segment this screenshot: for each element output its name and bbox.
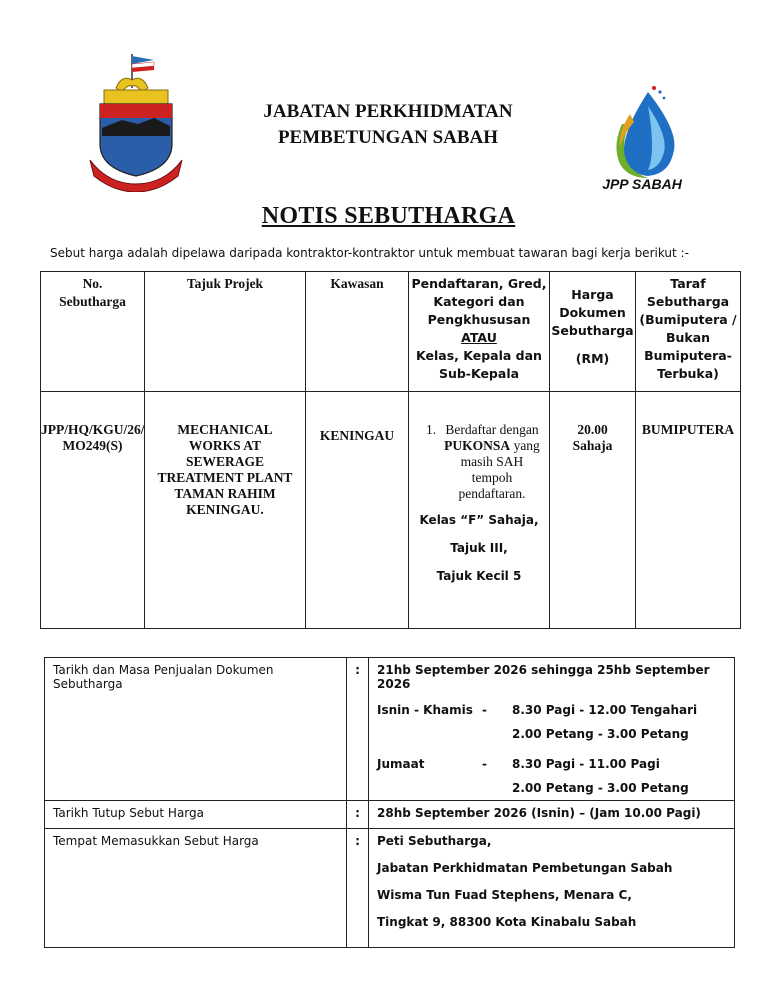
info-row-tempat bbox=[45, 829, 735, 948]
sale-info-table bbox=[44, 657, 735, 948]
cell-line: WORKS AT bbox=[188, 438, 262, 453]
label-tempat: Tempat Memasukkan Sebut Harga bbox=[45, 829, 347, 948]
header-harga-line: Harga bbox=[571, 287, 614, 302]
header-pendaftaran-line: Pendaftaran, Gred, bbox=[411, 276, 547, 291]
table-row bbox=[41, 392, 741, 629]
requirement-text-part: yang bbox=[510, 438, 540, 453]
schedule-dash bbox=[482, 781, 512, 795]
header-taraf-line: Bumiputera- bbox=[644, 348, 732, 363]
info-row-penjualan bbox=[45, 658, 735, 801]
sale-dates: 21hb September 2026 sehingga 25hb September 2026 bbox=[377, 663, 710, 691]
header-harga-line: Dokumen bbox=[559, 305, 626, 320]
requirement-item bbox=[409, 422, 549, 502]
header-no-line: Sebutharga bbox=[59, 294, 126, 309]
schedule-day: Jumaat bbox=[377, 757, 425, 771]
header-text-underlined: ATAU bbox=[461, 330, 497, 345]
notice-title: NOTIS SEBUTHARGA bbox=[261, 203, 516, 229]
header-pendaftaran bbox=[409, 272, 550, 392]
header-pendaftaran-line: Sub-Kepala bbox=[438, 366, 520, 381]
header-kawasan: Kawasan bbox=[306, 272, 409, 392]
sabah-crest-logo bbox=[88, 52, 184, 192]
header-pendaftaran-line: Kelas, Kepala dan bbox=[416, 348, 542, 363]
header-no-sebutharga bbox=[41, 272, 145, 392]
agency-line-2: PEMBETUNGAN SABAH bbox=[277, 127, 499, 148]
address-line: Jabatan Perkhidmatan Pembetungan Sabah bbox=[377, 861, 673, 875]
kelas-line: Kelas “F” Sahaja, bbox=[419, 513, 539, 527]
tajuk-line: Tajuk III, bbox=[450, 541, 508, 555]
cell-taraf: BUMIPUTERA bbox=[636, 392, 741, 629]
requirement-line bbox=[441, 438, 543, 454]
jpp-sabah-label: JPP SABAH bbox=[602, 176, 682, 192]
header-taraf-line: Bukan bbox=[665, 330, 711, 345]
value-tutup: 28hb September 2026 (Isnin) – (Jam 10.00 Pagi) bbox=[369, 801, 735, 829]
schedule-time: 8.30 Pagi - 12.00 Tengahari bbox=[512, 703, 698, 717]
header-no-line: No. bbox=[82, 276, 103, 291]
schedule-dash: - bbox=[482, 757, 487, 771]
address-line: Wisma Tun Fuad Stephens, Menara C, bbox=[377, 888, 632, 902]
header-taraf-line: Terbuka) bbox=[657, 366, 719, 381]
requirement-line: Berdaftar dengan bbox=[445, 422, 539, 437]
schedule-dash bbox=[482, 727, 512, 741]
value-penjualan bbox=[369, 658, 735, 801]
header-pendaftaran-line: Kategori dan bbox=[433, 294, 525, 309]
cell-line: JPP/HQ/KGU/26/ bbox=[41, 422, 145, 437]
colon: : bbox=[347, 829, 369, 948]
agency-line-1: JABATAN PERKHIDMATAN bbox=[263, 101, 513, 122]
schedule-time: 2.00 Petang - 3.00 Petang bbox=[512, 781, 689, 795]
harga-note: Sahaja bbox=[572, 438, 613, 453]
address-line: Tingkat 9, 88300 Kota Kinabalu Sabah bbox=[377, 915, 637, 929]
cell-line: KENINGAU. bbox=[186, 502, 264, 517]
schedule-time: 2.00 Petang - 3.00 Petang bbox=[512, 727, 689, 741]
header-tajuk-projek: Tajuk Projek bbox=[145, 272, 306, 392]
label-tutup: Tarikh Tutup Sebut Harga bbox=[45, 801, 347, 829]
info-row-tutup bbox=[45, 801, 735, 829]
header-taraf-line: Taraf bbox=[670, 276, 706, 291]
requirement-line: pendaftaran. bbox=[458, 486, 526, 501]
schedule-day: Isnin - Khamis bbox=[377, 703, 473, 717]
header-taraf-line: Sebutharga bbox=[646, 294, 730, 309]
table-header-row bbox=[41, 272, 741, 392]
requirement-line: masih SAH bbox=[460, 454, 524, 469]
sale-schedule bbox=[377, 703, 726, 795]
label-penjualan: Tarikh dan Masa Penjualan Dokumen Sebutharga bbox=[45, 658, 347, 801]
cell-line: MECHANICAL bbox=[177, 422, 273, 437]
schedule-day bbox=[377, 781, 482, 795]
cell-kawasan: KENINGAU bbox=[306, 392, 409, 629]
header-taraf-sebutharga bbox=[636, 272, 741, 392]
colon: : bbox=[347, 801, 369, 829]
header-text: Pengkhususan bbox=[427, 312, 531, 327]
class-requirements bbox=[409, 512, 549, 584]
requirement-number: 1. bbox=[425, 422, 437, 437]
address-line: Peti Sebutharga, bbox=[377, 834, 492, 848]
harga-value: 20.00 bbox=[577, 422, 608, 437]
schedule-day bbox=[377, 727, 482, 741]
jpp-sabah-drop-logo bbox=[608, 84, 680, 180]
requirement-text bbox=[441, 422, 549, 502]
cell-line: TREATMENT PLANT bbox=[157, 470, 293, 485]
header-harga-line: (RM) bbox=[575, 351, 610, 366]
schedule-time: 8.30 Pagi - 11.00 Pagi bbox=[512, 757, 660, 771]
agency-name bbox=[200, 99, 576, 151]
value-tempat bbox=[369, 829, 735, 948]
header-pendaftaran-line bbox=[409, 311, 549, 347]
pukonsa-text: PUKONSA bbox=[444, 438, 511, 453]
colon: : bbox=[347, 658, 369, 801]
schedule-dash: - bbox=[482, 703, 487, 717]
cell-line: SEWERAGE bbox=[185, 454, 265, 469]
header-harga-line: Sebutharga bbox=[551, 323, 634, 338]
cell-line: MO249(S) bbox=[62, 438, 123, 453]
quotation-table bbox=[40, 271, 741, 629]
cell-no-sebutharga bbox=[41, 392, 145, 629]
header-harga-dokumen bbox=[550, 272, 636, 392]
header-taraf-line: (Bumiputera / bbox=[639, 312, 737, 327]
cell-harga bbox=[550, 392, 636, 629]
notice-intro: Sebut harga adalah dipelawa daripada kontraktor-kontraktor untuk membuat tawaran bagi kerja berikut :- bbox=[50, 246, 689, 260]
cell-pendaftaran bbox=[409, 392, 550, 629]
tajuk-kecil-line: Tajuk Kecil 5 bbox=[436, 569, 522, 583]
requirement-line: tempoh bbox=[471, 470, 513, 485]
cell-line: TAMAN RAHIM bbox=[174, 486, 276, 501]
cell-tajuk-projek bbox=[145, 392, 306, 629]
